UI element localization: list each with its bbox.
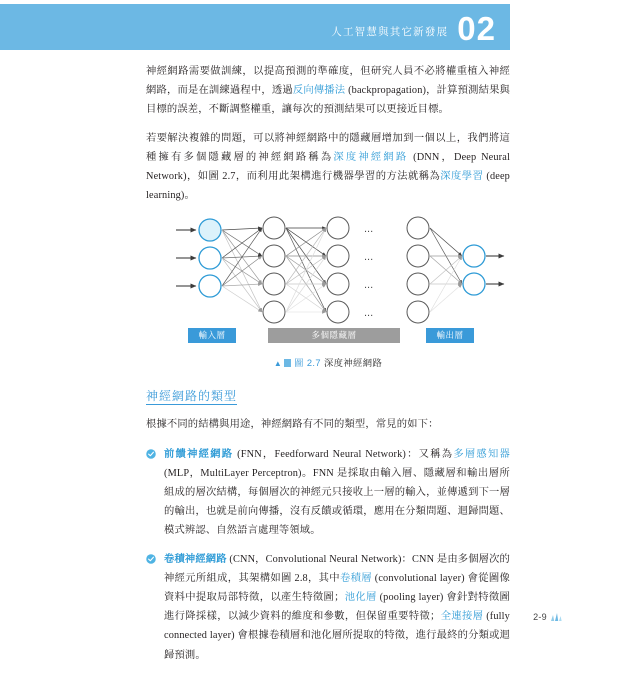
term-feedforward-neural-network: 前饋神經網路 xyxy=(164,448,234,460)
term-multilayer-perceptron: 多層感知器 xyxy=(453,448,510,460)
term-backpropagation: 反向傳播法 xyxy=(292,85,346,97)
neural-network-type-list xyxy=(146,445,510,665)
hidden-layer-2-nodes xyxy=(327,217,349,323)
figure-caption xyxy=(146,355,510,369)
term-fully-connected-layer: 全連接層 xyxy=(440,611,484,623)
cnn-text-a: (CNN，Convolutional Neural Network)：CNN 是由多個層次的神經元所組成，其架構如圖 2.8，其中 xyxy=(164,553,511,584)
fnn-text-b: (MLP，MultiLayer Perceptron)。FNN 是採取由輸入層、隱藏層和輸出層所組成的層次結構，每個層次的神經元只接收上一層的輸入，並傳遞到下一層的輸出，也就是前向傳播，沒有反饋或循環，應用在分類問題、迴歸問題、模式辨認、自然語言處理等領域。 xyxy=(164,467,510,537)
label-input-layer: 輸入層 xyxy=(188,328,236,343)
output-arrows xyxy=(486,256,504,284)
paragraph-2-part-b: (DNN，Deep Neural Network)，如圖 2.7，而利用此架構進行機器學習的方法就稱為 xyxy=(146,151,510,183)
term-deep-learning: 深度學習 xyxy=(440,171,484,183)
list-item-cnn xyxy=(146,550,510,665)
edges-hidden1-to-hidden2 xyxy=(286,228,326,312)
paragraph-2-part-a: 若要解決複雜的問題，可以將神經網路中的隱藏層增加到一個以上，我們將這種擁有多個隱藏層的神經網路稱為 xyxy=(146,132,510,163)
hidden-layer-last-nodes xyxy=(407,217,429,323)
label-output-layer: 輸出層 xyxy=(426,328,474,343)
term-convolutional-layer: 卷積層 xyxy=(339,572,372,584)
paragraph-deep-neural-network xyxy=(146,129,510,206)
page-footer xyxy=(533,611,562,622)
paragraph-1-part-b: (backpropagation)，計算預測結果與目標的誤差，不斷調整權重，讓每次的預測結果可以更接近目標。 xyxy=(146,85,510,116)
section-heading-neural-network-types: 神經網路的類型 xyxy=(146,389,238,404)
label-hidden-layers: 多個隱藏層 xyxy=(268,328,400,343)
cnn-text-d: (fully connected layer) 會根據卷積層和池化層所提取的特徵，進行最終的分類或迴歸預測。 xyxy=(164,611,510,661)
page-content xyxy=(146,62,510,674)
list-item-fnn xyxy=(146,445,510,541)
page-header xyxy=(0,4,510,50)
neural-network-diagram xyxy=(146,214,510,326)
figure-deep-neural-network xyxy=(146,214,510,369)
paragraph-2-part-c: (deep learning)。 xyxy=(146,171,510,202)
figure-layer-labels xyxy=(146,328,510,346)
term-convolutional-neural-network: 卷積神經網路 xyxy=(164,553,227,565)
caption-bookmark-icon xyxy=(284,359,291,367)
footer-decoration-icon xyxy=(550,611,562,622)
caption-figure-title: 深度神經網路 xyxy=(323,358,383,369)
svg-text:...: ... xyxy=(364,223,374,236)
term-pooling-layer: 池化層 xyxy=(344,592,377,604)
svg-text:...: ... xyxy=(364,251,374,264)
hidden-layer-1-nodes xyxy=(263,217,285,323)
header-title: 人工智慧與其它新發展 xyxy=(331,25,449,38)
svg-text:...: ... xyxy=(364,279,374,292)
section-heading-wrap xyxy=(146,368,510,415)
cnn-text-b: (convolutional layer) 會從圖像資料中提取局部特徵，以產生特徵圖； xyxy=(164,572,510,604)
caption-triangle-icon: ▲ xyxy=(273,359,283,369)
fnn-text-a: (FNN，Feedforward Neural Network)：又稱為 xyxy=(233,448,454,460)
caption-figure-number: 圖 2.7 xyxy=(294,358,321,369)
term-deep-neural-network: 深度神經網路 xyxy=(333,151,409,163)
hidden-layers-ellipsis xyxy=(364,223,373,319)
header-chapter-number: 02 xyxy=(457,9,496,47)
check-circle-icon xyxy=(146,554,156,564)
paragraph-1-part-a: 神經網路需要做訓練，以提高預測的準確度，但研究人員不必將權重植入神經網路，而是在訓練過程中，透過 xyxy=(146,66,510,97)
edges-hidden-to-output xyxy=(430,228,462,312)
section-intro-paragraph: 根據不同的結構與用途，神經網路有不同的類型，常見的如下： xyxy=(146,419,439,431)
edges-input-to-hidden1 xyxy=(222,228,262,312)
check-circle-icon xyxy=(146,449,156,459)
input-arrows xyxy=(176,230,196,286)
page-number: 2-9 xyxy=(533,612,547,622)
cnn-text-c: (pooling layer) 會針對特徵圖進行降採樣，以減少資料的維度和參數，但保留重要特徵； xyxy=(164,592,510,623)
input-layer-nodes xyxy=(199,219,221,297)
output-layer-nodes xyxy=(463,245,485,295)
paragraph-backpropagation xyxy=(146,62,510,120)
svg-text:...: ... xyxy=(364,307,374,320)
